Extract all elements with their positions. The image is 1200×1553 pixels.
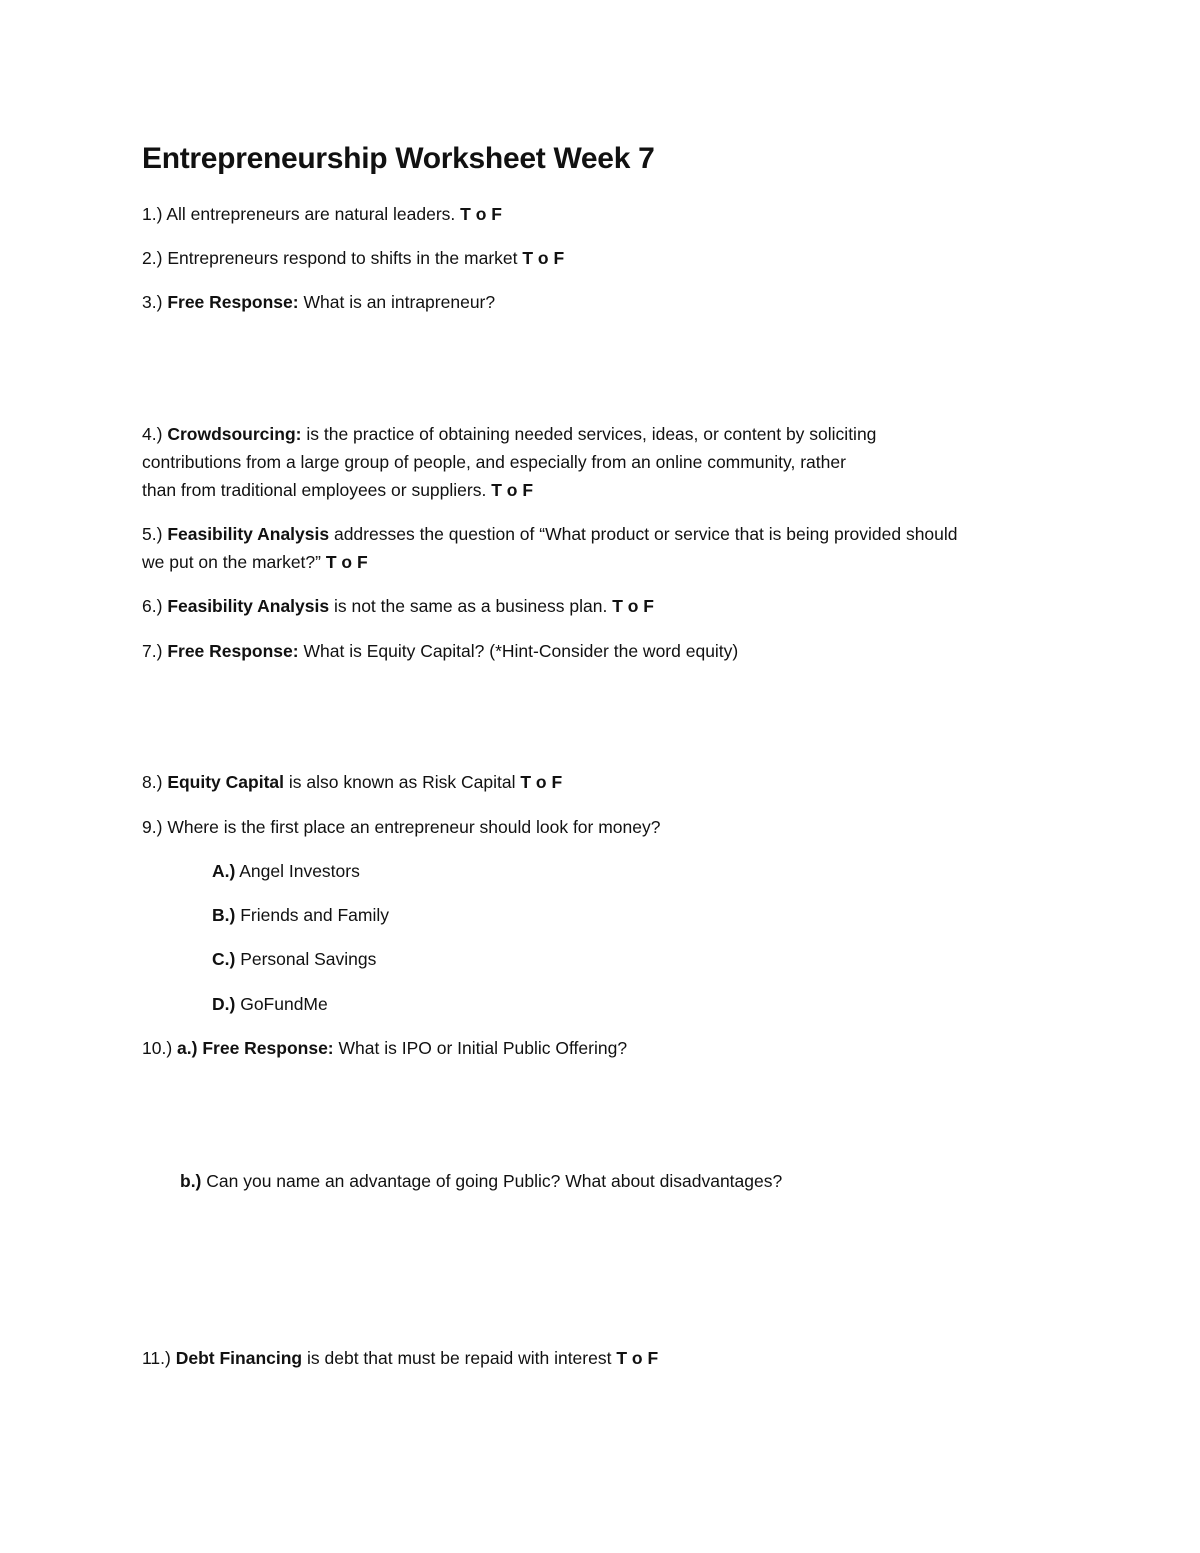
question-number: 2.)	[142, 248, 163, 268]
true-false-marker: T o F	[325, 552, 368, 572]
answer-option-a	[212, 857, 360, 885]
option-text: GoFundMe	[240, 994, 328, 1014]
question-text: is also known as Risk Capital	[288, 772, 516, 792]
free-response-label: Free Response:	[167, 641, 299, 661]
question-5	[142, 520, 958, 576]
question-line: contributions from a large group of people, and especially from an online community, rather	[142, 452, 846, 472]
question-number: 4.)	[142, 424, 163, 444]
question-line	[142, 476, 876, 504]
option-letter: D.)	[212, 994, 236, 1014]
question-11	[142, 1344, 658, 1372]
question-4	[142, 420, 876, 504]
answer-option-b	[212, 901, 389, 929]
question-text: addresses the question of “What product or service that is being provided should	[333, 524, 958, 544]
question-3	[142, 288, 495, 316]
question-number: 11.)	[142, 1348, 171, 1368]
question-number: 6.)	[142, 596, 163, 616]
option-letter: B.)	[212, 905, 236, 925]
question-2	[142, 244, 564, 272]
question-text: What is an intrapreneur?	[303, 292, 496, 312]
question-number: 1.)	[142, 204, 163, 224]
question-text: is the practice of obtaining needed services, ideas, or content by soliciting	[306, 424, 877, 444]
true-false-marker: T o F	[460, 204, 502, 224]
question-10b	[180, 1167, 782, 1195]
question-term: Crowdsourcing:	[167, 424, 302, 444]
question-number: 10.)	[142, 1038, 173, 1058]
question-text: Where is the first place an entrepreneur should look for money?	[167, 817, 661, 837]
question-term: Feasibility Analysis	[167, 524, 330, 544]
question-number: 7.)	[142, 641, 163, 661]
option-letter: A.)	[212, 861, 236, 881]
true-false-marker: T o F	[491, 480, 534, 500]
question-line	[142, 420, 876, 448]
free-response-label: Free Response:	[167, 292, 299, 312]
page-title: Entrepreneurship Worksheet Week 7	[142, 142, 655, 175]
option-letter: C.)	[212, 949, 236, 969]
question-term: Debt Financing	[175, 1348, 303, 1368]
question-line	[142, 520, 958, 548]
true-false-marker: T o F	[522, 248, 565, 268]
question-number: 5.)	[142, 524, 163, 544]
answer-option-c	[212, 945, 376, 973]
question-7	[142, 637, 738, 665]
option-text: Friends and Family	[240, 905, 390, 925]
answer-option-d	[212, 990, 328, 1018]
question-term: Equity Capital	[167, 772, 284, 792]
question-term: Feasibility Analysis	[167, 596, 330, 616]
question-text: we put on the market?”	[142, 552, 321, 572]
question-number: 3.)	[142, 292, 163, 312]
question-text: All entrepreneurs are natural leaders.	[166, 204, 456, 224]
question-9	[142, 813, 661, 841]
free-response-label: Free Response:	[202, 1038, 334, 1058]
question-text: than from traditional employees or suppliers.	[142, 480, 487, 500]
question-text: is not the same as a business plan.	[333, 596, 608, 616]
true-false-marker: T o F	[520, 772, 563, 792]
option-text: Angel Investors	[239, 861, 360, 881]
question-number: 9.)	[142, 817, 163, 837]
question-text: Entrepreneurs respond to shifts in the market	[167, 248, 518, 268]
question-number: 8.)	[142, 772, 163, 792]
true-false-marker: T o F	[612, 596, 654, 616]
true-false-marker: T o F	[616, 1348, 659, 1368]
question-8	[142, 768, 562, 796]
question-text: What is IPO or Initial Public Offering?	[338, 1038, 628, 1058]
question-10a	[142, 1034, 627, 1062]
question-text: Can you name an advantage of going Public? What about disadvantages?	[206, 1171, 783, 1191]
question-part-label: b.)	[180, 1171, 202, 1191]
option-text: Personal Savings	[240, 949, 377, 969]
question-part-label: a.)	[177, 1038, 198, 1058]
question-line	[142, 548, 958, 576]
question-text: What is Equity Capital? (*Hint-Consider the word equity)	[303, 641, 739, 661]
question-1	[142, 200, 502, 228]
question-6	[142, 592, 654, 620]
question-text: is debt that must be repaid with interest	[307, 1348, 612, 1368]
